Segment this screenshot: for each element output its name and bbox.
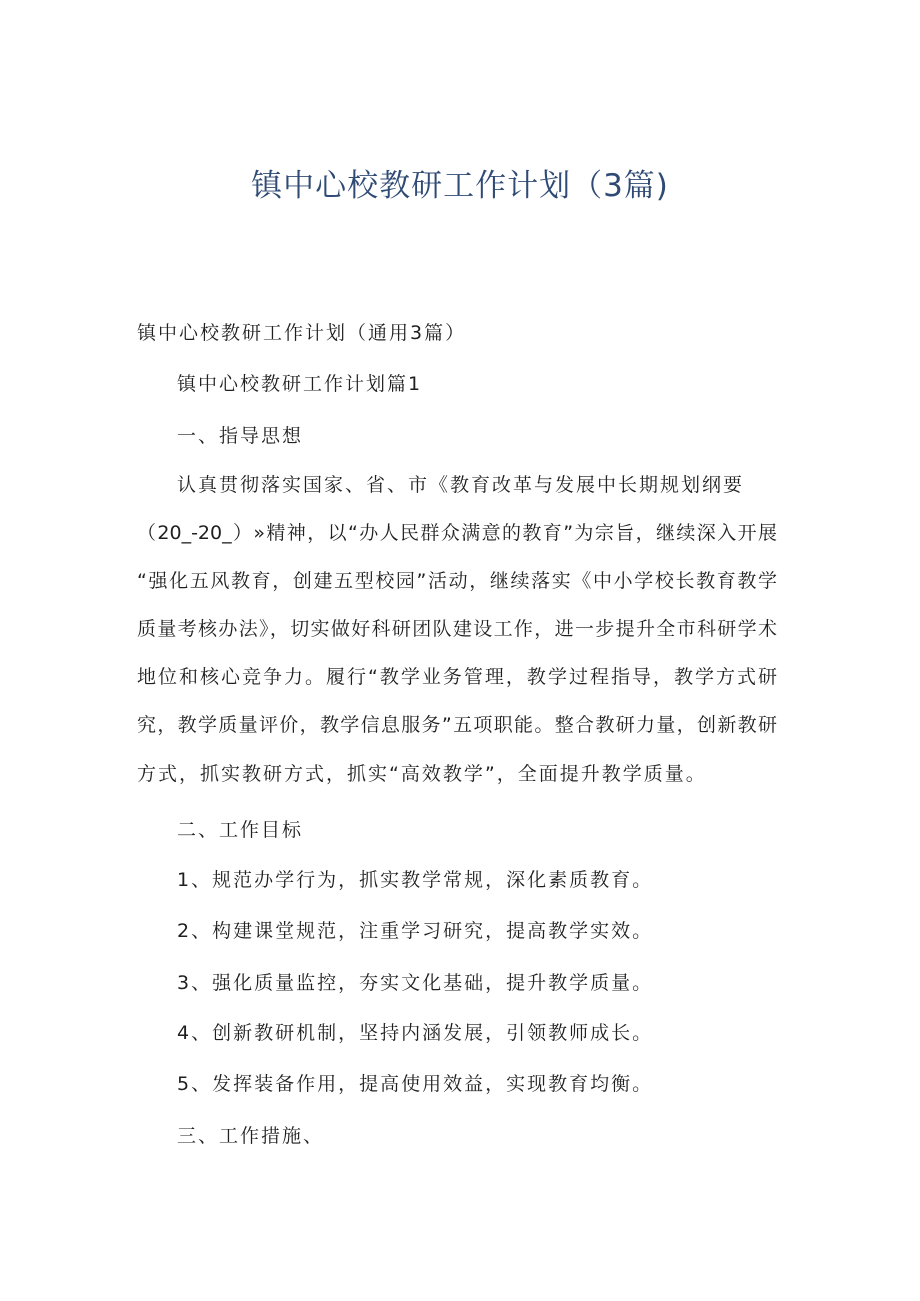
heading-work-goals: 二、工作目标 (177, 819, 304, 841)
paragraph-line: 质量考核办法》，切实做好科研团队建设工作，进一步提升全市科研学术 (137, 618, 777, 640)
document-subtitle: 镇中心校教研工作计划（通用3篇） (137, 322, 467, 344)
paragraph-line: 认真贯彻落实国家、省、市《教育改革与发展中长期规划纲要 (177, 474, 745, 496)
paragraph-line: （20_-20_）»精神，以“办人民群众满意的教育”为宗旨，继续深入开展 (137, 522, 777, 544)
paragraph-line: 地位和核心竞争力。履行“教学业务管理，教学过程指导，教学方式研 (137, 666, 777, 688)
goal-item: 5、发挥装备作用，提高使用效益，实现教育均衡。 (177, 1073, 654, 1095)
goal-item: 2、构建课堂规范，注重学习研究，提高教学实效。 (177, 920, 654, 942)
goal-item: 1、规范办学行为，抓实教学常规，深化素质教育。 (177, 869, 654, 891)
goal-item: 3、强化质量监控，夯实文化基础，提升教学质量。 (177, 972, 654, 994)
heading-work-measures: 三、工作措施、 (177, 1125, 325, 1147)
paragraph-line: 方式，抓实教研方式，抓实“高效教学”，全面提升教学质量。 (137, 763, 707, 785)
section-title: 镇中心校教研工作计划篇1 (177, 373, 423, 395)
document-title: 镇中心校教研工作计划（3篇) (251, 168, 669, 204)
goal-item: 4、创新教研机制，坚持内涵发展，引领教师成长。 (177, 1022, 654, 1044)
heading-guiding-ideology: 一、指导思想 (177, 425, 304, 447)
paragraph-line: “强化五风教育，创建五型校园”活动，继续落实《中小学校长教育教学 (137, 570, 777, 592)
paragraph-line: 究，教学质量评价，教学信息服务”五项职能。整合教研力量，创新教研 (137, 714, 777, 736)
